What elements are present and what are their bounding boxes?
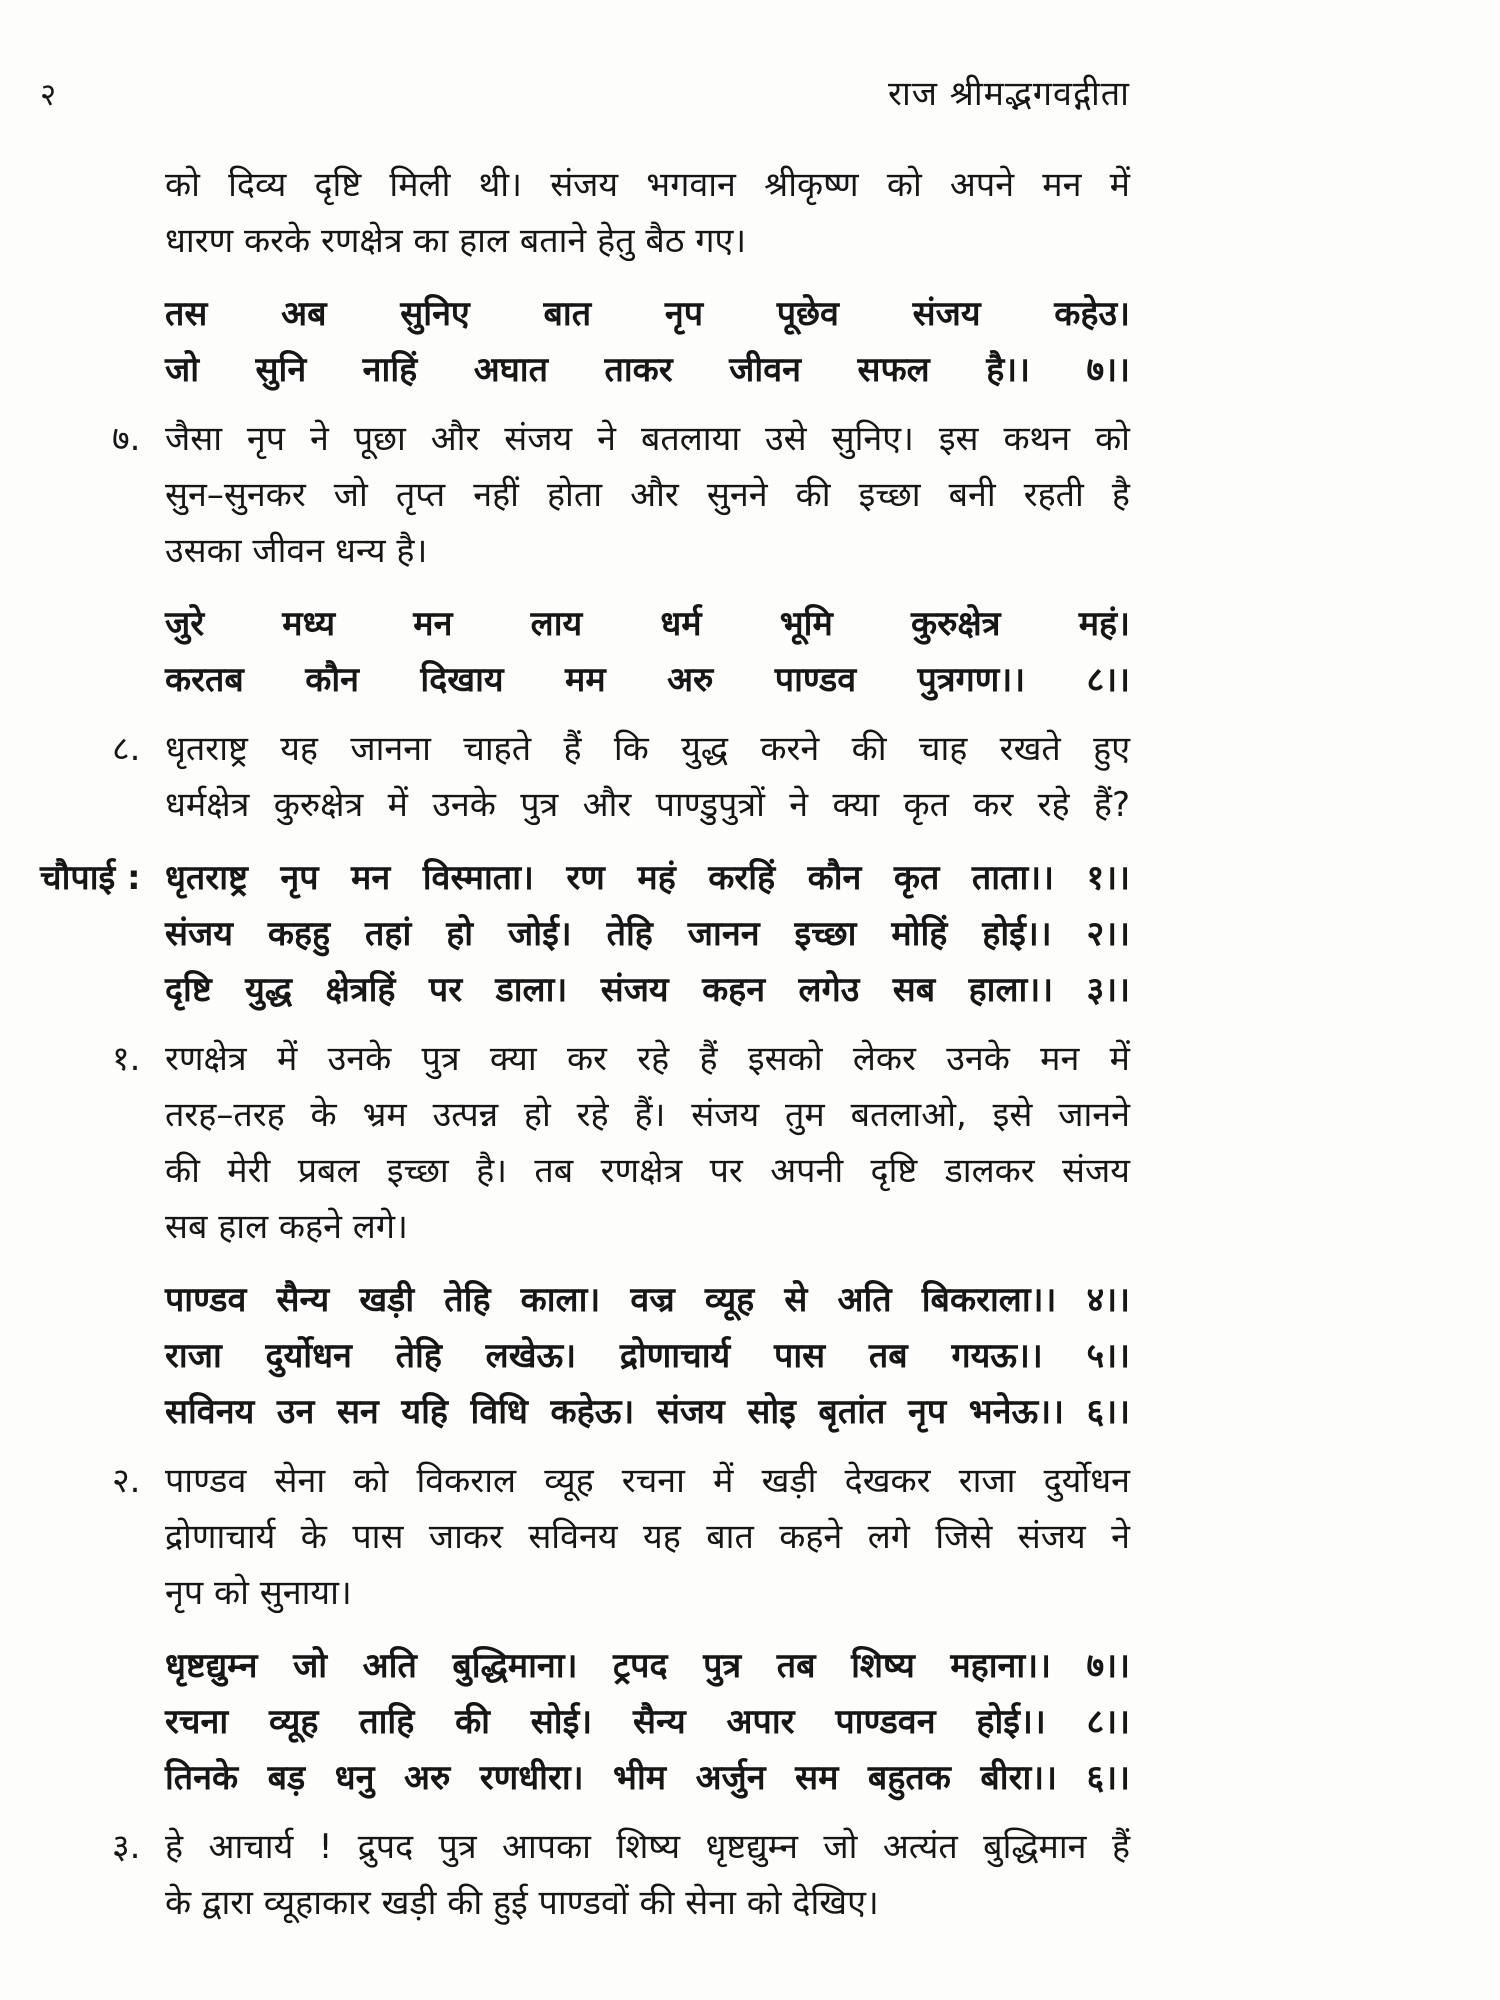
verse-line: राजा दुर्योधन तेहि लखेऊ। द्रोणाचार्य पास तब गयऊ।। ५।। [165,1336,1130,1376]
text-line: तरह–तरह के भ्रम उत्पन्न हो रहे हैं। संजय तुम बतलाओ, इसे जानने [165,1095,1130,1135]
paragraph-number: ७. [112,419,141,459]
text-line: धर्मक्षेत्र कुरुक्षेत्र में उनके पुत्र और पाण्डुपुत्रों ने क्या कृत कर रहे हैं? [165,785,1130,825]
doha-verse-8 [40,596,1130,708]
text-line: रणक्षेत्र में उनके पुत्र क्या कर रहे हैं इसको लेकर उनके मन में [165,1039,1130,1079]
paragraph-number: १. [112,1039,141,1079]
text-line: धृतराष्ट्र यह जानना चाहते हैं कि युद्ध करने की चाह रखते हुए [165,729,1130,769]
chaupai-verses-7-9 [40,1638,1130,1806]
paragraph-number: ८. [112,729,141,769]
verse-line: धृष्टद्युम्न जो अति बुद्धिमाना। ट्रपद पुत्र तब शिष्य महाना।। ७।। [165,1646,1130,1686]
running-title: राज श्रीमद्भगवद्गीता [888,74,1130,114]
paragraph-intro [40,157,1130,269]
verse-line: जुरे मध्य मन लाय धर्म भूमि कुरुक्षेत्र महं। [165,604,1130,644]
text-line: के द्वारा व्यूहाकार खड़ी की हुई पाण्डवों की सेना को देखिए। [165,1883,879,1923]
text-column [40,157,1130,1931]
text-line: नृप को सुनाया। [165,1573,352,1613]
paragraph-2 [40,1453,1130,1621]
text-line: जैसा नृप ने पूछा और संजय ने बतलाया उसे सुनिए। इस कथन को [165,419,1130,459]
page-header [40,72,1130,117]
paragraph-number: ३. [112,1827,141,1867]
verse-line: रचना व्यूह ताहि की सोई। सैन्य अपार पाण्डवन होई।। ८।। [165,1702,1130,1742]
paragraph-1 [40,1031,1130,1255]
verse-line: करतब कौन दिखाय मम अरु पाण्डव पुत्रगण।। ८।। [165,660,1130,700]
text-line: को दिव्य दृष्टि मिली थी। संजय भगवान श्रीकृष्ण को अपने मन में [165,165,1130,205]
verse-line: जो सुनि नाहिं अघात ताकर जीवन सफल है।। ७।। [165,350,1130,390]
verse-line: सविनय उन सन यहि विधि कहेऊ। संजय सोइ बृतांत नृप भनेऊ।। ६।। [165,1392,1130,1432]
text-line: सुन–सुनकर जो तृप्त नहीं होता और सुनने की इच्छा बनी रहती है [165,475,1130,515]
verse-line: तिनके बड़ धनु अरु रणधीरा। भीम अर्जुन सम बहुतक बीरा।। ६।। [165,1758,1130,1798]
page-number: २ [40,77,57,113]
verse-line: संजय कहहु तहां हो जोई। तेहि जानन इच्छा मोहिं होई।। २।। [165,914,1130,954]
verse-line: धृतराष्ट्र नृप मन विस्माता। रण महं करहिं कौन कृत ताता।। १।। [165,858,1130,898]
text-line: हे आचार्य ! द्रुपद पुत्र आपका शिष्य धृष्टद्युम्न जो अत्यंत बुद्धिमान हैं [165,1827,1130,1867]
paragraph-8 [40,721,1130,833]
text-line: धारण करके रणक्षेत्र का हाल बताने हेतु बैठ गए। [165,221,747,261]
text-line: द्रोणाचार्य के पास जाकर सविनय यह बात कहने लगे जिसे संजय ने [165,1517,1130,1557]
doha-verse-7 [40,286,1130,398]
paragraph-number: २. [112,1461,141,1501]
verse-line: पाण्डव सैन्य खड़ी तेहि काला। वज्र व्यूह से अति बिकराला।। ४।। [165,1280,1130,1320]
verse-line: तस अब सुनिए बात नृप पूछेव संजय कहेउ। [165,294,1130,334]
text-line: पाण्डव सेना को विकराल व्यूह रचना में खड़ी देखकर राजा दुर्योधन [165,1461,1130,1501]
verse-line: दृष्टि युद्ध क्षेत्रहिं पर डाला। संजय कहन लगेउ सब हाला।। ३।। [165,970,1130,1010]
chaupai-verses-1-3 [40,850,1130,1018]
chaupai-verses-4-6 [40,1272,1130,1440]
text-line: उसका जीवन धन्य है। [165,531,428,571]
text-line: की मेरी प्रबल इच्छा है। तब रणक्षेत्र पर अपनी दृष्टि डालकर संजय [165,1151,1130,1191]
text-line: सब हाल कहने लगे। [165,1207,408,1247]
paragraph-7 [40,411,1130,579]
chaupai-label: चौपाई : [40,858,141,898]
paragraph-3 [40,1819,1130,1931]
